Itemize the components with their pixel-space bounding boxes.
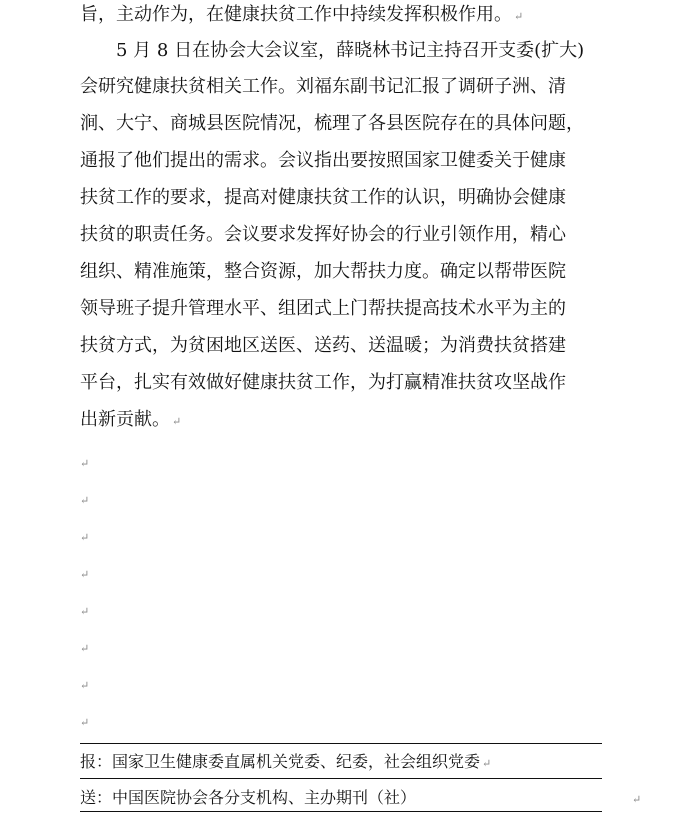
empty-paragraph-mark-icon: ↵ (80, 531, 90, 544)
body-line-6: 扶贫工作的要求，提高对健康扶贫工作的认识，明确协会健康 (80, 187, 566, 208)
body-line-3: 会研究健康扶贫相关工作。刘福东副书记汇报了调研子洲、清 (80, 76, 566, 97)
body-line-8: 组织、精准施策，整合资源，加大帮扶力度。确定以帮带医院 (80, 261, 566, 282)
body-line-12: 出新贡献。 ↵ (80, 409, 182, 430)
empty-paragraph-mark-icon: ↵ (80, 568, 90, 581)
paragraph-mark-icon: ↵ (172, 415, 182, 428)
empty-paragraph-mark-icon: ↵ (80, 716, 90, 729)
body-line-11: 平台，扎实有效做好健康扶贫工作，为打赢精准扶贫攻坚战作 (80, 372, 566, 393)
empty-paragraph-mark-icon: ↵ (80, 494, 90, 507)
send-to-line: 送：中国医院协会各分支机构、主办期刊（社） (80, 788, 417, 807)
empty-paragraph-mark-icon: ↵ (80, 679, 90, 692)
body-line-2: 5 月 8 日在协会大会议室，薛晓林书记主持召开支委(扩大) (80, 40, 585, 61)
body-line-4: 涧、大宁、商城县医院情况，梳理了各县医院存在的具体问题， (80, 113, 584, 134)
footer-top-rule (80, 743, 602, 744)
empty-paragraph-mark-icon: ↵ (80, 642, 90, 655)
footer-middle-rule (80, 778, 602, 779)
body-line-1: 旨，主动作为，在健康扶贫工作中持续发挥积极作用。 ↵ (80, 4, 524, 25)
paragraph-mark-icon: ↵ (632, 793, 642, 806)
report-to-line: 报：国家卫生健康委直属机关党委、纪委，社会组织党委 ↵ (80, 752, 492, 771)
empty-paragraph-mark-icon: ↵ (80, 605, 90, 618)
paragraph-mark-icon: ↵ (514, 10, 524, 23)
body-line-9: 领导班子提升管理水平、组团式上门帮扶提高技术水平为主的 (80, 298, 566, 319)
body-line-10: 扶贫方式，为贫困地区送医、送药、送温暖；为消费扶贫搭建 (80, 335, 566, 356)
body-line-7: 扶贫的职责任务。会议要求发挥好协会的行业引领作用，精心 (80, 224, 566, 245)
body-line-5: 通报了他们提出的需求。会议指出要按照国家卫健委关于健康 (80, 150, 566, 171)
empty-paragraph-mark-icon: ↵ (80, 457, 90, 470)
footer-bottom-rule (80, 811, 602, 812)
paragraph-mark-icon: ↵ (482, 757, 492, 770)
